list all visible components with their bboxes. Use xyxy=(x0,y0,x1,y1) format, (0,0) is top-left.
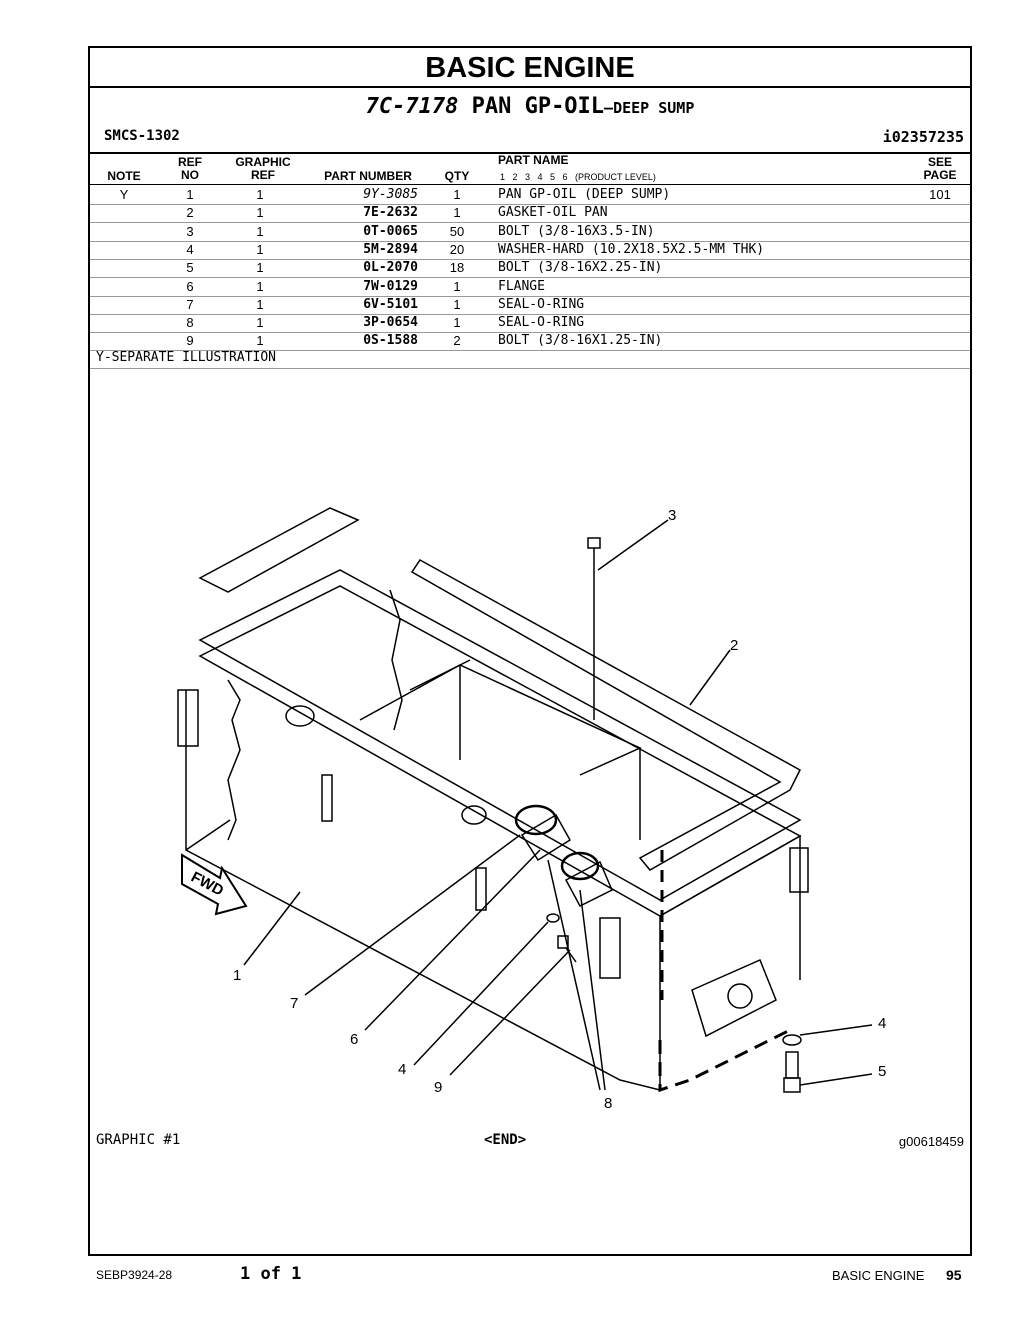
footer-page-number: 95 xyxy=(946,1267,962,1283)
note-cell: Y xyxy=(119,187,129,202)
footer-section: BASIC ENGINE xyxy=(832,1268,925,1283)
part-name-cell: BOLT (3/8-16X1.25-IN) xyxy=(498,333,663,349)
ref-cell: 3 xyxy=(186,223,194,239)
part-name-cell: BOLT (3/8-16X3.5-IN) xyxy=(498,223,655,239)
qty-cell: 1 xyxy=(453,296,461,312)
page-title: BASIC ENGINE xyxy=(90,48,970,88)
qty-cell: 20 xyxy=(449,241,465,257)
ref-cell: 8 xyxy=(186,315,194,331)
col-see-top: SEE xyxy=(927,155,952,169)
ref-cell: 7 xyxy=(186,296,194,312)
fwd-label: FWD xyxy=(188,868,227,900)
col-part-name: PART NAME xyxy=(498,153,569,167)
part-name-cell: FLANGE xyxy=(498,278,545,294)
callout-2: 2 xyxy=(730,637,739,654)
part-number-cell: 0L-2070 xyxy=(363,260,418,276)
callout-3: 3 xyxy=(668,507,677,524)
footer-page-of: 1 of 1 xyxy=(240,1264,302,1284)
qty-cell: 50 xyxy=(449,223,465,239)
col-gref-top: GRAPHIC xyxy=(235,155,291,169)
graphic-ref-cell: 1 xyxy=(256,260,264,276)
col-see-bottom: PAGE xyxy=(923,168,957,182)
ref-cell: 2 xyxy=(186,205,194,221)
callout-8: 8 xyxy=(604,1095,613,1112)
see-page-cell: 101 xyxy=(929,187,951,202)
part-number-cell: 3P-0654 xyxy=(363,315,418,331)
part-number-cell: 5M-2894 xyxy=(363,241,418,257)
callout-7: 7 xyxy=(290,995,299,1012)
part-name-cell: SEAL-O-RING xyxy=(498,296,585,312)
graphic-ref-cell: 1 xyxy=(256,187,264,202)
col-ref-bottom: NO xyxy=(181,168,199,182)
part-number-cell: 6V-5101 xyxy=(363,296,418,312)
qty-cell: 1 xyxy=(453,187,461,202)
part-name-cell: PAN GP-OIL (DEEP SUMP) xyxy=(498,187,671,202)
note-text: Y-SEPARATE ILLUSTRATION xyxy=(96,350,277,365)
qty-cell: 1 xyxy=(453,205,461,221)
col-ref-top: REF xyxy=(178,155,202,169)
col-part-number: PART NUMBER xyxy=(324,169,412,183)
part-number-cell: 0T-0065 xyxy=(363,223,418,239)
callout-6: 6 xyxy=(350,1031,359,1048)
graphic-ref-cell: 1 xyxy=(256,223,264,239)
ref-cell: 5 xyxy=(186,260,194,276)
callout-4-side: 4 xyxy=(878,1015,887,1032)
qty-cell: 18 xyxy=(449,260,465,276)
qty-cell: 1 xyxy=(453,315,461,331)
part-name-cell: GASKET-OIL PAN xyxy=(498,205,608,221)
graphic-ref-cell: 1 xyxy=(256,278,264,294)
qty-cell: 2 xyxy=(453,333,461,349)
part-number-cell: 0S-1588 xyxy=(363,333,418,349)
col-note: NOTE xyxy=(107,169,141,183)
group-part-number: 7C-7178 xyxy=(365,94,459,119)
graphic-ref-cell: 1 xyxy=(256,315,264,331)
col-gref-bottom: REF xyxy=(251,168,275,182)
part-name-cell: BOLT (3/8-16X2.25-IN) xyxy=(498,260,663,276)
callout-9: 9 xyxy=(434,1079,443,1096)
group-part-suffix: —DEEP SUMP xyxy=(604,99,695,117)
ref-cell: 6 xyxy=(186,278,194,294)
doc-id: i02357235 xyxy=(882,128,964,146)
product-levels: 1 2 3 4 5 6 (PRODUCT LEVEL) xyxy=(500,172,656,182)
graphic-ref-cell: 1 xyxy=(256,241,264,257)
footer-doc: SEBP3924-28 xyxy=(96,1268,173,1282)
graphic-ref-cell: 1 xyxy=(256,205,264,221)
part-number-cell: 9Y-3085 xyxy=(363,187,418,202)
qty-cell: 1 xyxy=(453,278,461,294)
part-number-cell: 7E-2632 xyxy=(363,205,418,221)
graphic-ref-cell: 1 xyxy=(256,333,264,349)
ref-cell: 9 xyxy=(186,333,194,349)
ref-cell: 4 xyxy=(186,241,194,257)
col-qty: QTY xyxy=(444,169,470,183)
callout-4: 4 xyxy=(398,1061,407,1078)
callout-1: 1 xyxy=(233,967,242,984)
group-part-name: PAN GP-OIL xyxy=(471,94,605,119)
part-name-cell: WASHER-HARD (10.2X18.5X2.5-MM THK) xyxy=(498,241,765,257)
graphic-id: g00618459 xyxy=(898,1134,964,1149)
part-number-cell: 7W-0129 xyxy=(363,278,418,294)
ref-cell: 1 xyxy=(186,187,194,202)
graphic-label: GRAPHIC #1 xyxy=(96,1132,181,1148)
end-mark: <END> xyxy=(484,1132,527,1148)
graphic-ref-cell: 1 xyxy=(256,296,264,312)
part-name-cell: SEAL-O-RING xyxy=(498,315,585,331)
smcs-code: SMCS-1302 xyxy=(104,128,180,144)
callout-5: 5 xyxy=(878,1063,887,1080)
